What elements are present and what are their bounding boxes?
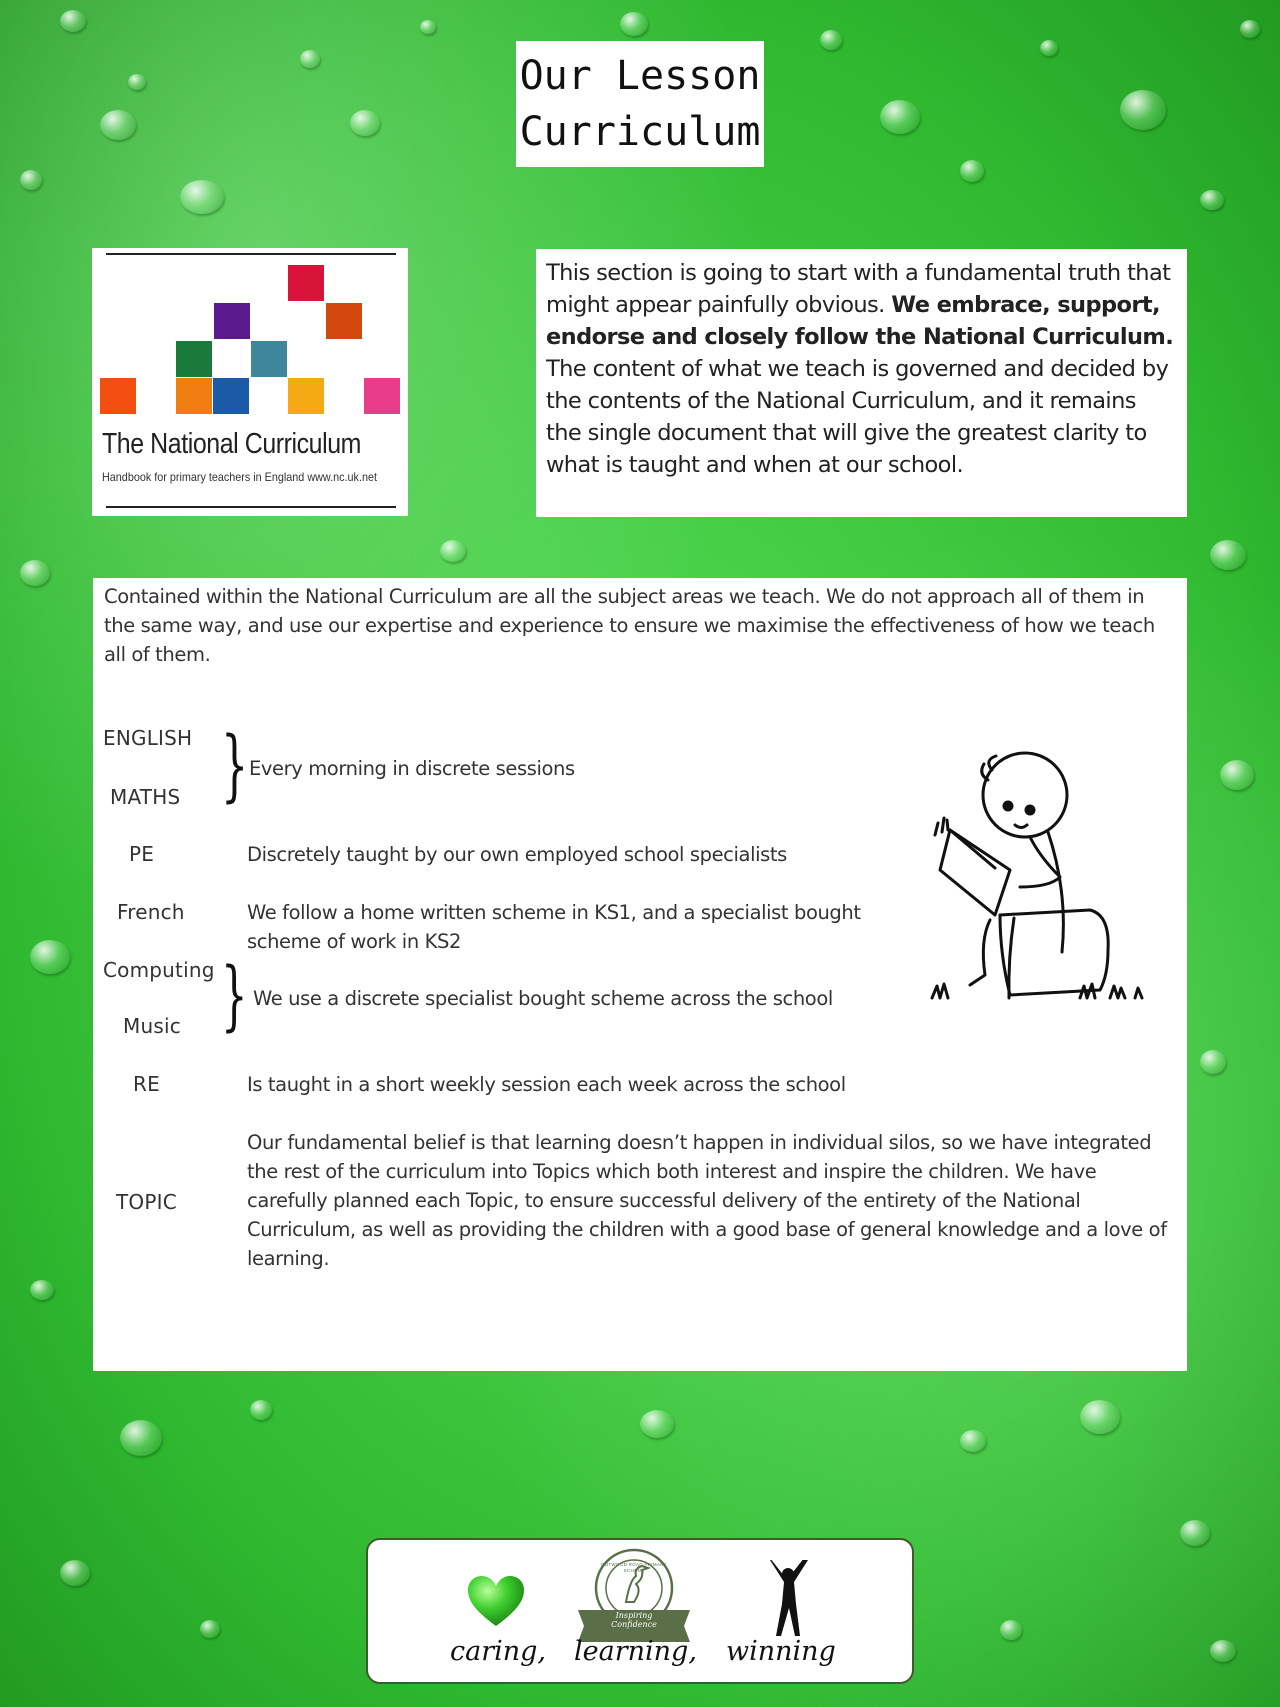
page-title: Our Lesson Curriculum bbox=[519, 53, 761, 155]
subject-pe: PE bbox=[129, 842, 155, 866]
logo-title: The National Curriculum bbox=[102, 428, 362, 460]
logo-square bbox=[326, 303, 362, 339]
logo-square bbox=[251, 341, 287, 377]
intro-paragraph bbox=[546, 257, 1177, 481]
subject-french: French bbox=[117, 900, 185, 924]
school-badge-banner: Inspiring Confidence bbox=[611, 1611, 657, 1629]
logo-square bbox=[176, 341, 212, 377]
school-badge-name: OUTWOOD ROAD PRIMARY SCHOOL bbox=[601, 1562, 667, 1573]
national-curriculum-logo bbox=[92, 248, 408, 516]
brace-icon: } bbox=[221, 950, 248, 1039]
school-values-footer bbox=[366, 1538, 914, 1684]
intro-text-part1: This section is going to start with a fundamental truth that might appear painfully obvious. bbox=[546, 260, 1171, 318]
logo-square bbox=[288, 378, 324, 414]
logo-square bbox=[214, 303, 250, 339]
intro-text-bold: We embrace, support, endorse and closely follow the National Curriculum. bbox=[546, 292, 1174, 350]
title-box bbox=[516, 41, 764, 167]
desc-topic: Our fundamental belief is that learning doesn’t happen in individual silos, so we have integrated the rest of the curriculum into Topics which both interest and inspire the children. We have carefully planned each Topic, to ensure successful delivery of the entirety of the National Curriculum, as well as providing the children with a good base of general knowledge and a love of learning. bbox=[247, 1131, 1167, 1270]
logo-square bbox=[364, 378, 400, 414]
desc-computing-music: We use a discrete specialist bought scheme across the school bbox=[253, 987, 833, 1010]
desc-re: Is taught in a short weekly session each week across the school bbox=[247, 1073, 846, 1096]
brace-icon: } bbox=[221, 721, 249, 811]
school-badge-icon bbox=[568, 1542, 700, 1646]
reading-stick-figure-illustration bbox=[930, 740, 1145, 1010]
motto-caring: caring, bbox=[450, 1636, 547, 1667]
logo-top-rule bbox=[106, 253, 396, 255]
logo-square bbox=[288, 265, 324, 301]
motto-learning: learning, bbox=[574, 1636, 697, 1667]
subject-music: Music bbox=[123, 1014, 181, 1038]
subject-topic: TOPIC bbox=[116, 1190, 177, 1214]
logo-url: www.nc.uk.net bbox=[307, 470, 377, 484]
desc-pe: Discretely taught by our own employed school specialists bbox=[247, 843, 787, 866]
logo-subtitle-text: Handbook for primary teachers in England bbox=[102, 470, 305, 484]
subject-english: ENGLISH bbox=[103, 726, 193, 750]
subject-re: RE bbox=[133, 1072, 160, 1096]
logo-bottom-rule bbox=[106, 506, 396, 508]
logo-square bbox=[213, 378, 249, 414]
intro-text-part2: The content of what we teach is governed and decided by the contents of the National Curriculum, and it remains the single document that will give the greatest clarity to what is taught and when at our school. bbox=[546, 356, 1169, 478]
winning-figure-icon bbox=[766, 1560, 810, 1640]
desc-french: We follow a home written scheme in KS1, and a specialist bought scheme of work in KS2 bbox=[247, 901, 861, 953]
heart-icon bbox=[466, 1574, 526, 1630]
desc-english-maths: Every morning in discrete sessions bbox=[249, 757, 575, 780]
logo-subtitle bbox=[102, 470, 377, 484]
subjects-lead-paragraph: Contained within the National Curriculum are all the subject areas we teach. We do not approach all of them in the same way, and use our expertise and experience to ensure we maximise the effectiveness of how we teach all of them. bbox=[104, 585, 1155, 666]
logo-square bbox=[100, 378, 136, 414]
subject-computing: Computing bbox=[103, 958, 215, 982]
motto-winning: winning bbox=[726, 1636, 836, 1667]
intro-box bbox=[536, 249, 1187, 517]
subject-maths: MATHS bbox=[110, 785, 181, 809]
logo-square bbox=[176, 378, 212, 414]
